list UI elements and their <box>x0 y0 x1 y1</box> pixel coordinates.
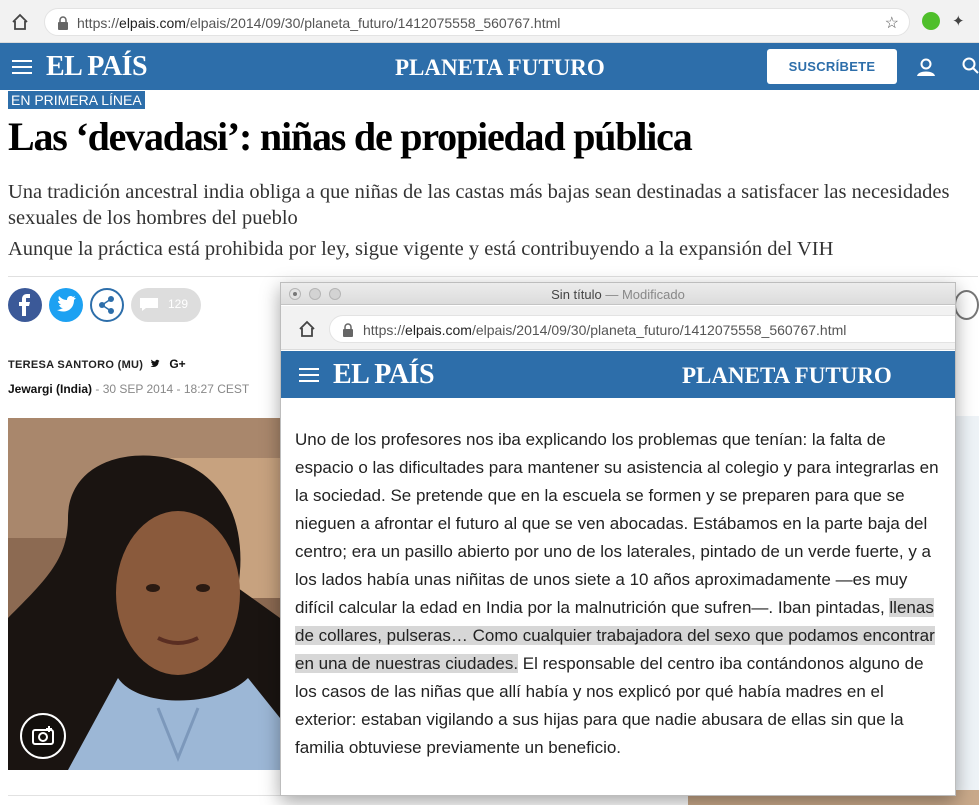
lock-icon <box>342 323 354 337</box>
window-browser-toolbar <box>281 306 955 350</box>
home-icon[interactable] <box>10 12 30 32</box>
excerpt-text-continued: El responsable del centro iba contándonos alguno de los casos de las niñas que allí había y nos explicó por qué había madres en el exterior: estaban vigilando a sus hijas para que nadie abusara de ellas sin que la familia obtuviese previamente un beneficio. <box>295 654 924 757</box>
excerpt-text: Uno de los profesores nos iba explicando los problemas que tenían: la falta de espacio o las dificultades para mantener su asistencia al colegio y para integrarlas en la sociedad. Se pretende que en la escuela se formen y se preparen para que se nieguen a afrontar el futuro al que se ven abocadas. Estábamos en la parte baja del centro; era un pasillo abierto por uno de los laterales, pintado de un verde fuerte, y a los lados había unas niñitas de unos siete a 10 años aproximadamente —es muy difícil calcular la edad en India por la malnutrición que sufren—. Iban pintadas, <box>295 430 939 617</box>
camera-gallery-button[interactable] <box>20 713 66 759</box>
comments-button[interactable] <box>131 288 201 322</box>
address-bar[interactable] <box>44 8 910 36</box>
share-button[interactable] <box>90 288 124 322</box>
article-subhead: Una tradición ancestral india obliga a que niñas de las castas más bajas sean destinadas a satisfacer las necesidades sexuales de los hombres del pueblo <box>8 181 950 229</box>
extension-puzzle-icon[interactable]: ✦ <box>952 13 965 30</box>
kicker-tag[interactable]: EN PRIMERA LÍNEA <box>8 91 145 109</box>
print-icon[interactable] <box>954 290 979 320</box>
twitter-share-button[interactable] <box>49 288 83 322</box>
home-icon[interactable] <box>297 319 317 339</box>
google-plus-icon[interactable]: G+ <box>169 357 186 371</box>
window-titlebar[interactable] <box>281 283 955 305</box>
site-logo[interactable]: EL PAÍS <box>333 359 435 390</box>
user-icon[interactable] <box>916 58 936 76</box>
window-site-header <box>281 351 955 398</box>
article-headline: Las ‘devadasi’: niñas de propiedad pública <box>8 114 692 159</box>
browser-toolbar <box>0 0 979 43</box>
comments-count: 129 <box>168 297 189 311</box>
divider <box>8 795 280 796</box>
lock-icon <box>57 16 69 30</box>
article-subhead-secondary: Aunque la práctica está prohibida por ley, sigue vigente y está contribuyendo a la expansión del VIH <box>8 238 834 260</box>
facebook-share-button[interactable] <box>8 288 42 322</box>
author-name[interactable]: TERESA SANTORO (MU) <box>8 359 144 371</box>
comment-icon <box>139 297 159 312</box>
menu-icon[interactable] <box>12 60 32 74</box>
subscribe-button[interactable]: SUSCRÍBETE <box>767 49 897 84</box>
window-url-text: https://elpais.com/elpais/2014/09/30/planeta_futuro/1412075558_560767.html <box>363 322 847 338</box>
location: Jewargi (India) <box>8 382 93 396</box>
twitter-icon <box>49 288 83 322</box>
menu-icon[interactable] <box>299 368 319 382</box>
facebook-icon <box>8 288 42 322</box>
divider <box>8 276 978 277</box>
twitter-icon[interactable] <box>149 358 161 369</box>
dateline <box>8 382 249 396</box>
site-logo[interactable]: EL PAÍS <box>46 51 148 82</box>
window-address-bar[interactable] <box>329 315 956 343</box>
site-header <box>0 43 979 90</box>
author-social <box>149 357 186 371</box>
sidebar-edge <box>955 416 979 805</box>
bookmark-star-icon[interactable]: ☆ <box>884 15 899 32</box>
overlay-window <box>280 282 956 796</box>
section-title[interactable]: PLANETA FUTURO <box>682 363 892 388</box>
section-title[interactable]: PLANETA FUTURO <box>395 55 605 80</box>
window-title: Sin título — Modificado <box>551 287 685 302</box>
publish-date: - 30 SEP 2014 - 18:27 CEST <box>92 382 250 396</box>
url-text: https://elpais.com/elpais/2014/09/30/planeta_futuro/1412075558_560767.html <box>77 15 561 31</box>
article-excerpt <box>295 426 943 762</box>
search-icon[interactable] <box>962 57 979 75</box>
share-icon <box>92 290 122 320</box>
extension-icon[interactable] <box>922 12 940 30</box>
camera-icon <box>22 715 64 757</box>
highlighted-text[interactable]: llenas de collares, pulseras… Como cualquier trabajadora del sexo que podamos encontrar en una de nuestras ciudades. <box>295 598 935 673</box>
